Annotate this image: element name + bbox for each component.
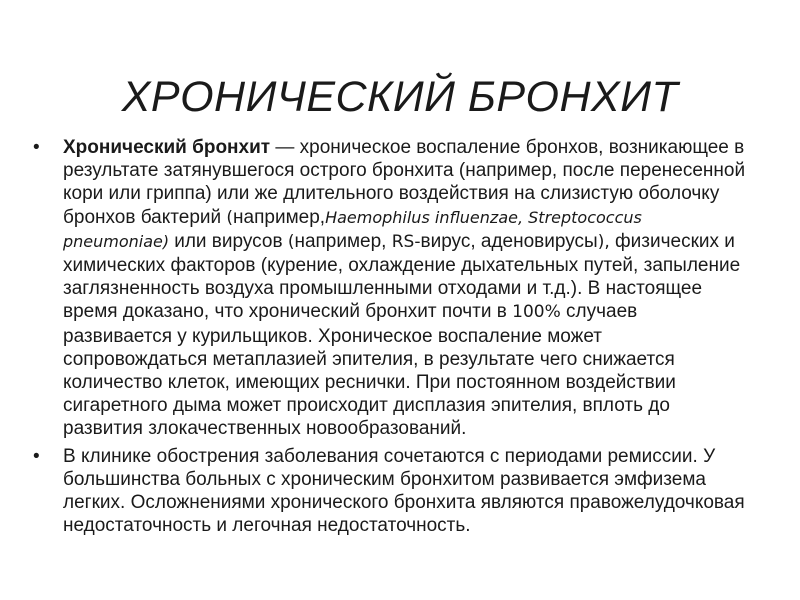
slide-body: [33, 136, 753, 537]
bullet-text: [63, 136, 749, 441]
text-run: вирус, аденовирусы: [420, 230, 598, 252]
bullet-text: В клинике обострения заболевания сочетаются с периодами ремиссии. У большинства больных с хроническим бронхитом развивается эмфизема легких. Осложнениями хронического бронхита являются правожелудочковая недостаточность и легочная недостаточность.: [63, 445, 745, 537]
bacteria-names: Haemophilus influenzae, Streptococcus pneumoniae): [63, 207, 642, 251]
text-run: или вирусов: [174, 230, 288, 252]
text-run: RS-: [391, 231, 421, 252]
bullet-marker: •: [33, 445, 40, 467]
text-run: физических и химических факторов (курение, охлаждение дыхательных путей, запыление заглязненность воздуха промышленными отходами и т.д.). В настоящее время доказано, что хронический бронхит почти в: [63, 230, 741, 323]
slide-title: ХРОНИЧЕСКИЙ БРОНХИТ: [121, 72, 679, 121]
text-run: случаев развивается у курильщиков. Хроническое воспаление может сопровождаться метаплазией эпителия, в результате чего снижается количество клеток, имеющих реснички. При постоянном воздействии сигаретного дыма может происходит дисплазия эпителия, вплоть до развития злокачественных новообразований.: [63, 301, 676, 440]
text-run: — хроническое воспаление бронхов, возникающее в результате затянувшегося острого бронхита (например, после перенесенной кори или гриппа) или же длительного воздействия на слизистую оболочку бронхов бактерий: [63, 137, 746, 228]
text-run: например,: [294, 230, 392, 252]
term-chronic-bronchitis: Хронический бронхит: [63, 137, 271, 158]
text-run: например,: [233, 206, 326, 228]
text-run: (: [226, 207, 234, 228]
bullet-item-definition: [33, 136, 753, 441]
text-run: ),: [597, 231, 610, 252]
percentage-value: 100%: [512, 302, 561, 323]
bullet-marker: •: [33, 137, 40, 158]
text-run: (: [287, 231, 295, 252]
bullet-item-clinic: [33, 445, 753, 538]
